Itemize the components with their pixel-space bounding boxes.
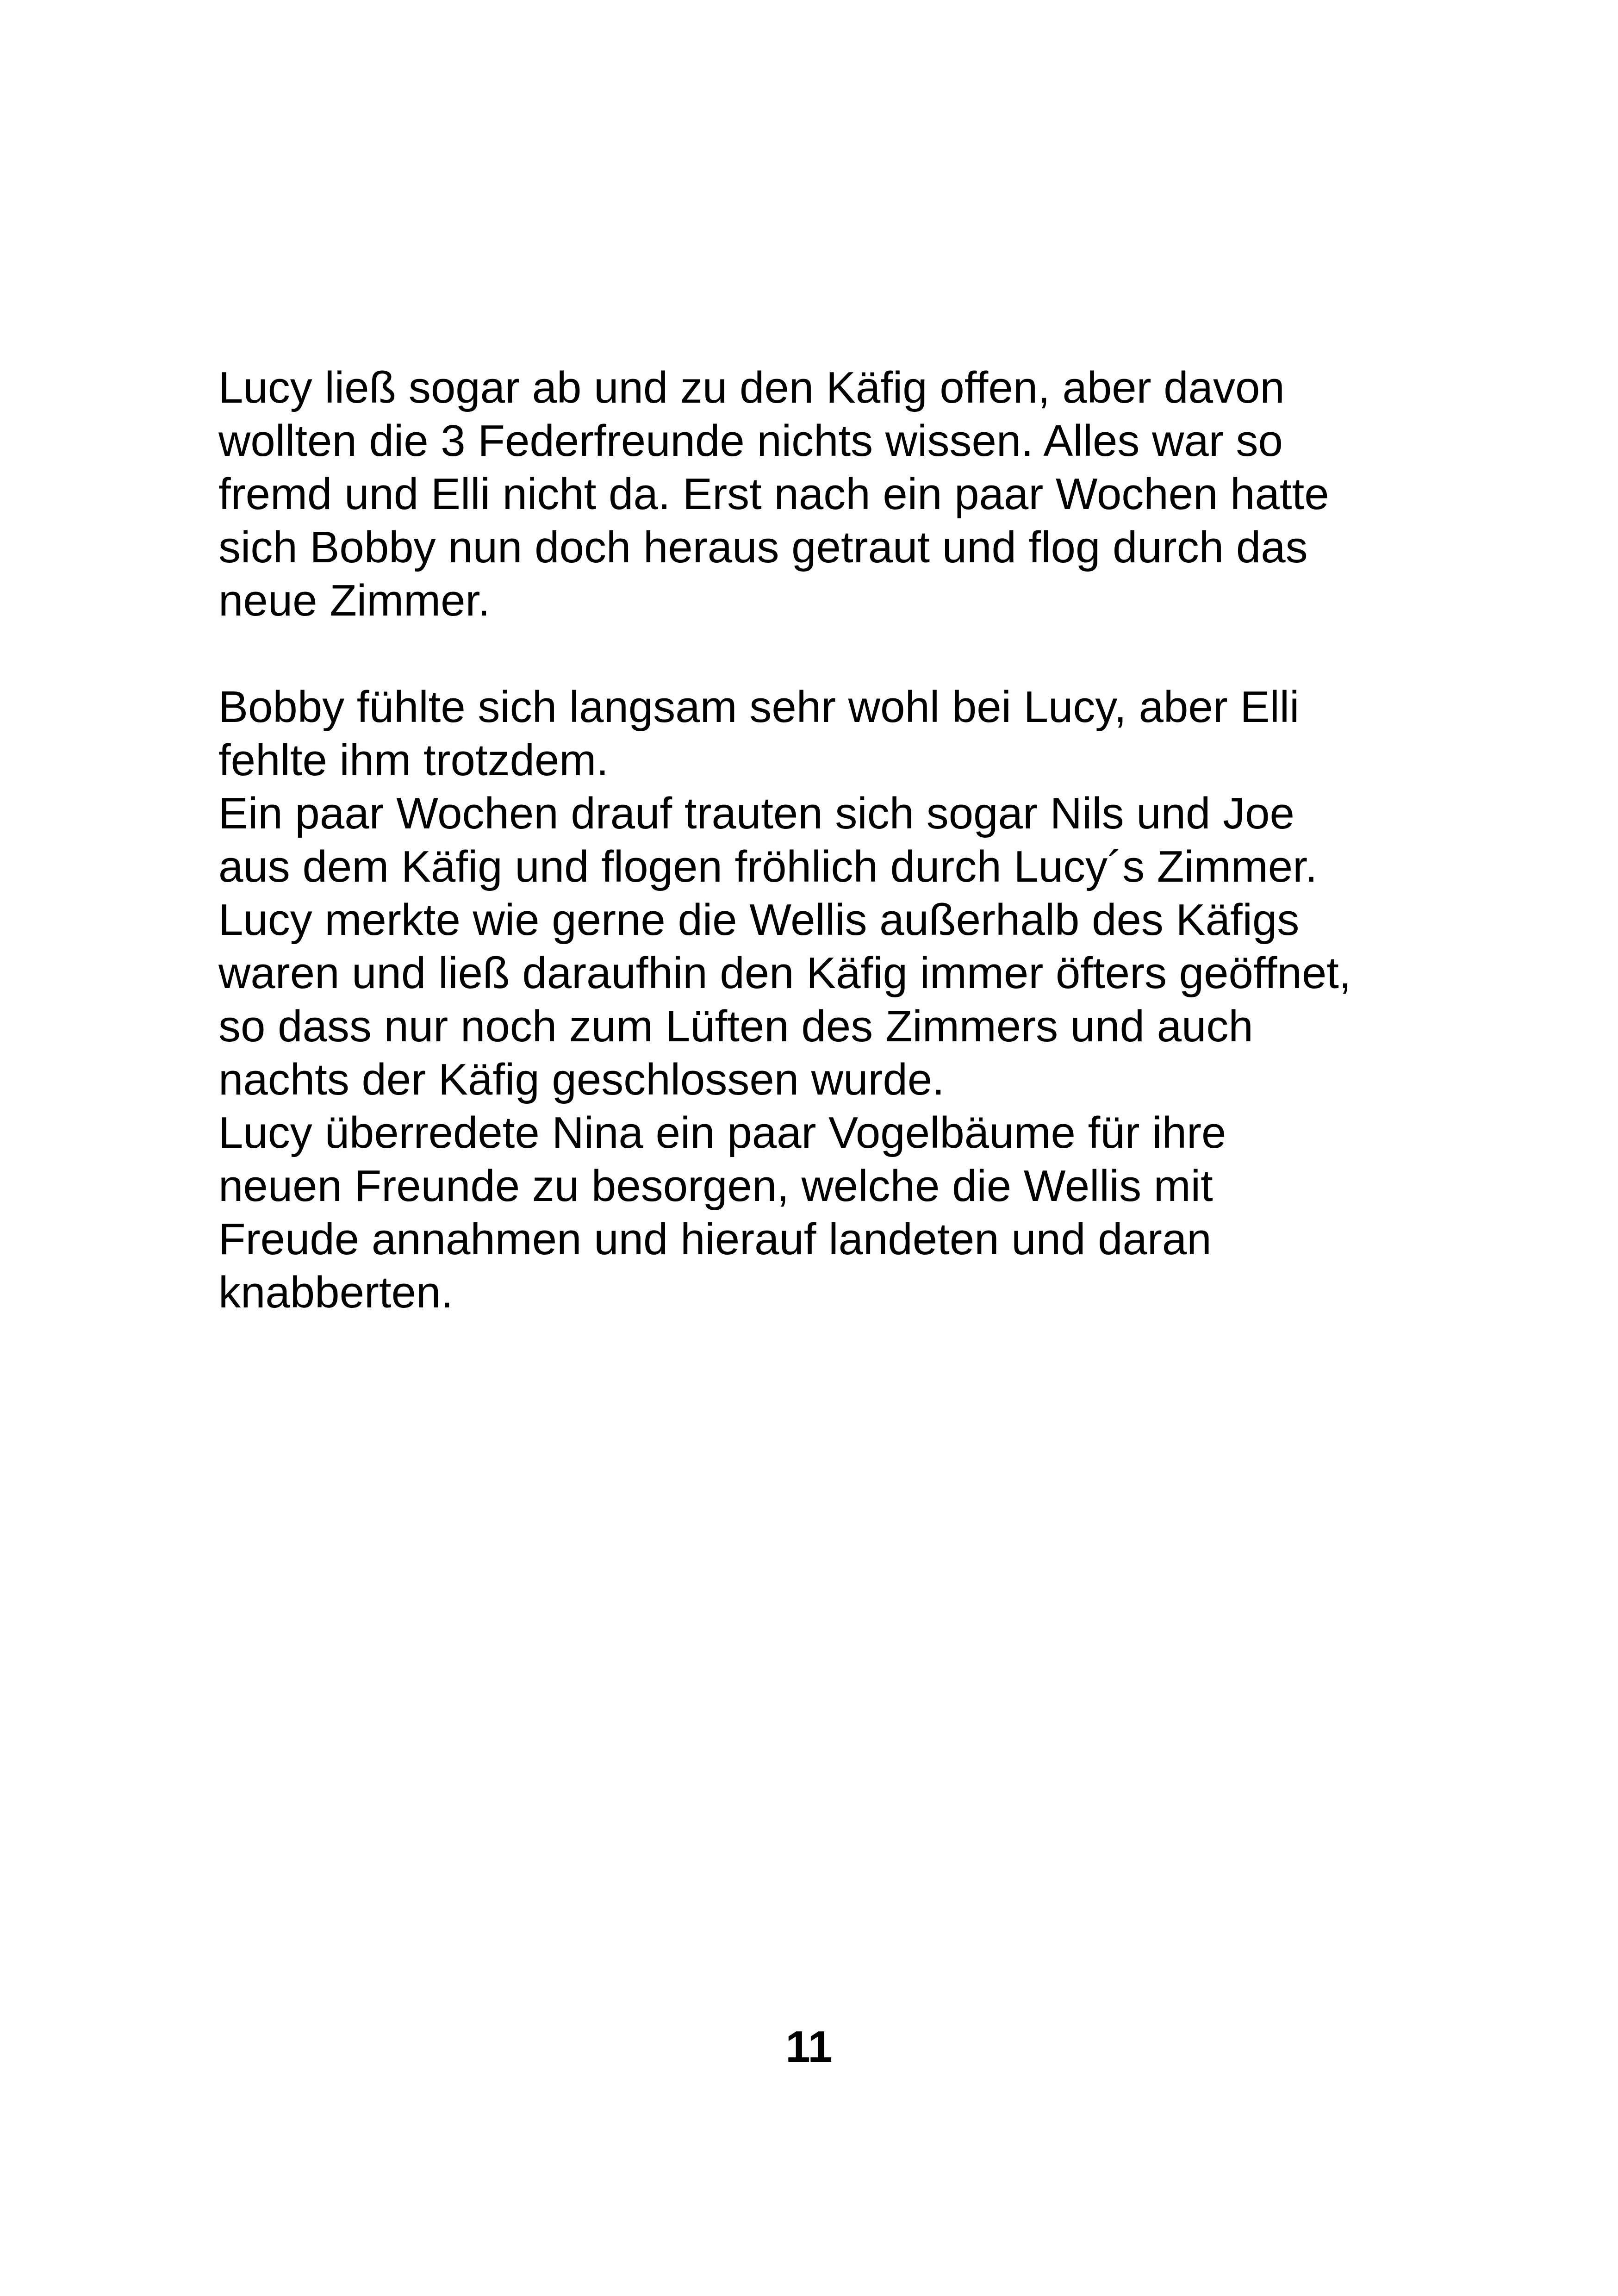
text-line: knabberten. bbox=[218, 1268, 454, 1317]
text-line: Ein paar Wochen drauf trauten sich sogar Nils und Joe bbox=[218, 789, 1294, 838]
text-line: so dass nur noch zum Lüften des Zimmers und auch bbox=[218, 1002, 1253, 1051]
text-line: waren und ließ daraufhin den Käfig immer öfters geöffnet, bbox=[218, 948, 1351, 998]
paragraph-gap bbox=[218, 627, 1468, 680]
text-line: nachts der Käfig geschlossen wurde. bbox=[218, 1055, 945, 1104]
text-line: Bobby fühlte sich langsam sehr wohl bei Lucy, aber Elli bbox=[218, 682, 1300, 732]
text-line: fehlte ihm trotzdem. bbox=[218, 735, 609, 785]
text-line: Lucy merkte wie gerne die Wellis außerhalb des Käfigs bbox=[218, 895, 1300, 945]
text-line: Lucy ließ sogar ab und zu den Käfig offen, aber davon bbox=[218, 363, 1285, 412]
text-line: neuen Freunde zu besorgen, welche die Wellis mit bbox=[218, 1161, 1213, 1211]
page-number: 11 bbox=[785, 2022, 833, 2072]
text-line: wollten die 3 Federfreunde nichts wissen. Alles war so bbox=[218, 416, 1283, 466]
story-text bbox=[218, 361, 1468, 1319]
text-line: aus dem Käfig und flogen fröhlich durch Lucy´s Zimmer. bbox=[218, 842, 1318, 891]
text-line: fremd und Elli nicht da. Erst nach ein paar Wochen hatte bbox=[218, 469, 1329, 519]
text-line: sich Bobby nun doch heraus getraut und flog durch das bbox=[218, 523, 1308, 572]
text-line: Freude annahmen und hierauf landeten und daran bbox=[218, 1214, 1212, 1264]
text-line: Lucy überredete Nina ein paar Vogelbäume für ihre bbox=[218, 1108, 1226, 1157]
text-line: neue Zimmer. bbox=[218, 576, 490, 625]
